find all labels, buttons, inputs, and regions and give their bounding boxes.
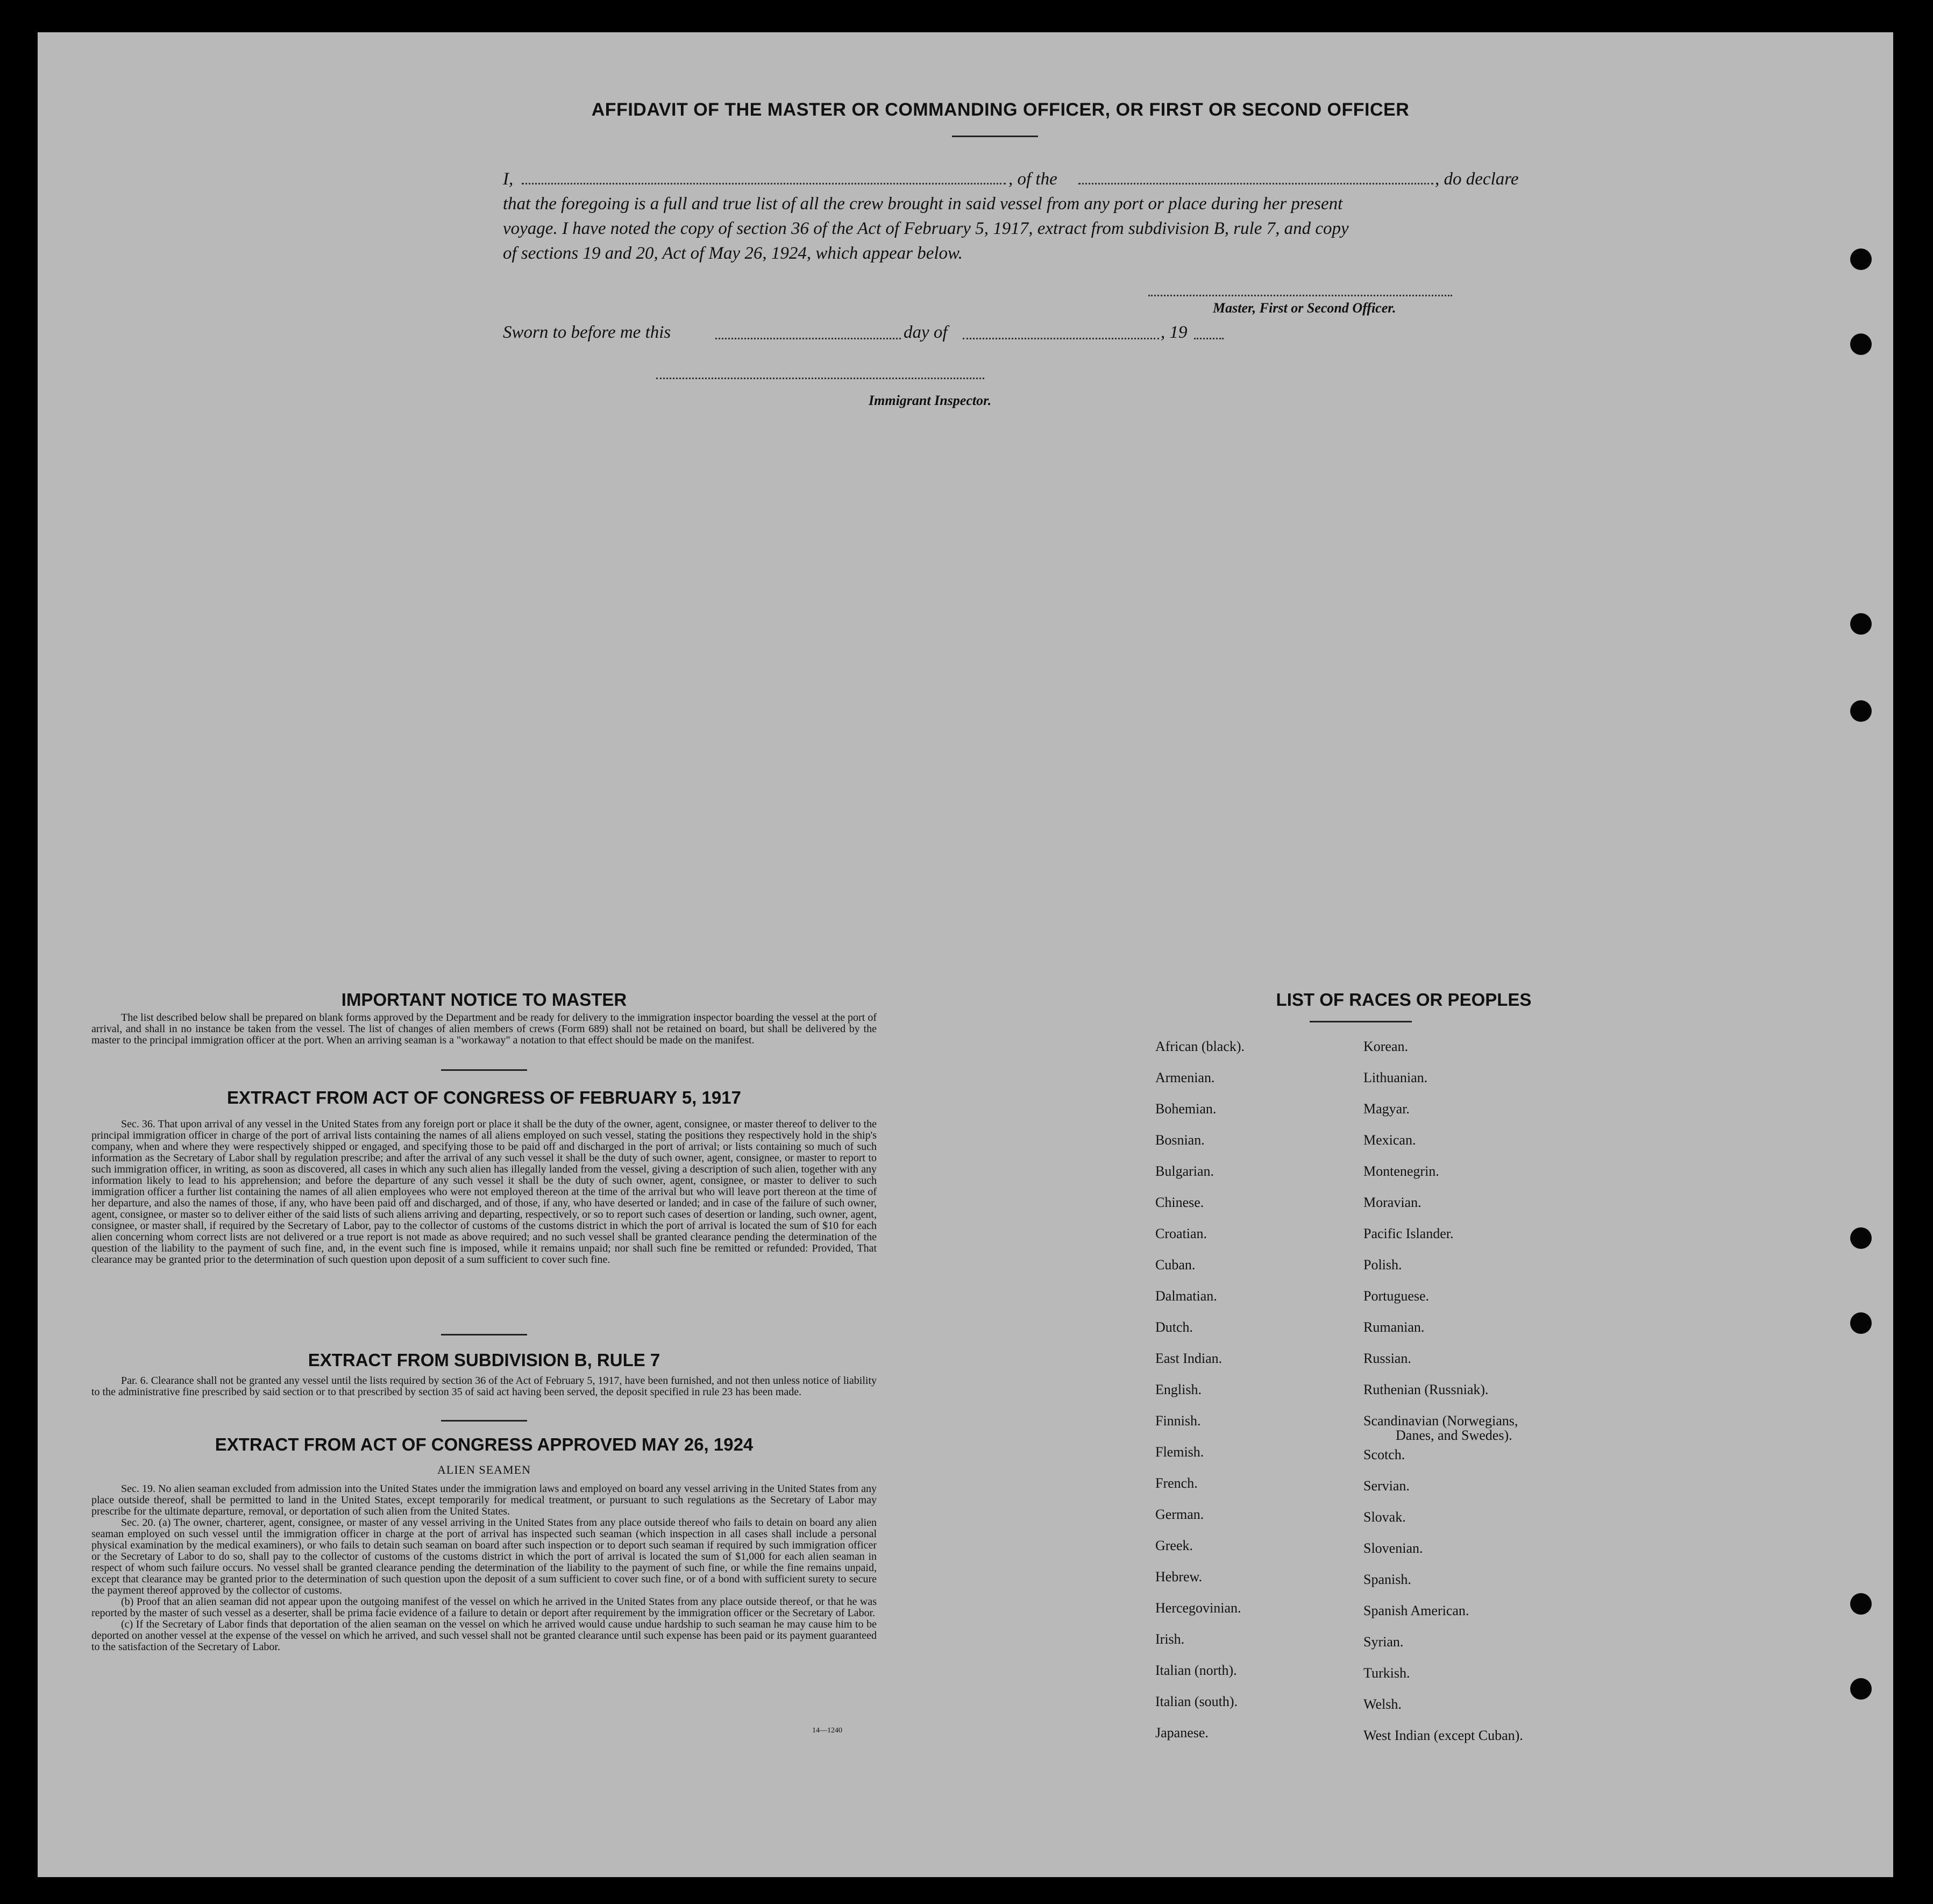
rule7-title: EXTRACT FROM SUBDIVISION B, RULE 7 [308,1350,660,1370]
punch-hole [1850,700,1872,722]
extract-1924-text [91,1483,877,1653]
vessel-name-field[interactable] [1078,183,1433,184]
punch-hole [1850,1593,1872,1615]
race-item: Hebrew. [1155,1569,1203,1585]
bleed-through-marks [1597,409,1877,1753]
race-item: Dutch. [1155,1319,1193,1335]
race-item: West Indian (except Cuban). [1363,1728,1523,1743]
race-item: Bosnian. [1155,1132,1205,1148]
race-item: Spanish. [1363,1572,1411,1587]
section-36-paragraph: Sec. 36. That upon arrival of any vessel in the United States from any foreign port or place it shall be the duty of the owner, agent, consignee, or master thereof to deliver to the principal immigration officer in charge of the port of arrival lists containing the names of all aliens employed on such vessel, stating the positions they respectively hold in the ship's company, when and where they were respectively shipped or engaged, and specifying those to be paid off and discharged in the port of arrival; or lists containing so much of such information as the Secretary of Labor shall by regulation prescribe; and after the arrival of any such vessel it shall be the duty of such owner, agent, consignee, or master to report to such immigration officer, in writing, as soon as discovered, all cases in which any such alien has illegally landed from the vessel, giving a description of such alien, together with any information likely to lead to his apprehension; and before the departure of any such vessel it shall be the duty of such owner, agent, consignee, or master to deliver to such immigration officer a further list containing the names of all alien employees who were not employed thereon at the time of the arrival but who will leave port thereon at the time of her departure, and also the names of those, if any, who have been paid off and discharged, and of those, if any, who have deserted or landed; and in case of the failure of such owner, agent, consignee, or master so to deliver either of the said lists of such aliens arriving and departing, respectively, or so to report such cases of desertion or landing, such owner, agent, consignee, or master shall, if required by the Secretary of Labor, pay to the collector of customs of the customs district in which the port of arrival is located the sum of $10 for each alien concerning whom correct lists are not delivered or a true report is not made as above required; and no such vessel shall be granted clearance pending the determination of the question of the liability to the payment of such fine, and, in the event such fine is imposed, while it remains unpaid; nor shall such fine be remitted or refunded: Provided, That clearance may be granted prior to the determination of such question upon deposit of a sum sufficient to cover such fine. [91,1118,877,1266]
affidavit-line-3: voyage. I have noted the copy of section 36 of the Act of February 5, 1917, extract from subdivision B, rule 7, and copy [503,219,1349,238]
races-title: LIST OF RACES OR PEOPLES [1276,990,1532,1010]
par6-paragraph: Par. 6. Clearance shall not be granted any vessel until the lists required by section 36 of the Act of February 5, 1917, have been furnished, and not then unless notice of liability to the administrative fine prescribed by said section or to that prescribed by section 35 of said act having been served, the deposit specified in rule 23 has been made. [91,1375,877,1398]
race-item: Rumanian. [1363,1319,1425,1335]
race-item: Chinese. [1155,1195,1204,1210]
race-item: Spanish American. [1363,1603,1469,1618]
affidavit-line-4: of sections 19 and 20, Act of May 26, 1924, which appear below. [503,244,963,263]
race-item: Servian. [1363,1478,1410,1494]
race-item: Portuguese. [1363,1288,1430,1304]
race-item: Magyar. [1363,1101,1410,1117]
race-item: Italian (south). [1155,1694,1238,1709]
affidavit-line-2: that the foregoing is a full and true list of all the crew brought in said vessel from any port or place during her present [503,194,1343,214]
race-item: Turkish. [1363,1665,1410,1681]
master-signature-field[interactable] [1148,295,1452,296]
sec20b-paragraph: (b) Proof that an alien seaman did not appear upon the outgoing manifest of the vessel on which he arrived in the United States from any place outside thereof, or that he was reported by the master of such vessel as a deserter, shall be prima facie evidence of a failure to detain or deport after requirement by the immigration officer or the Secretary of Labor. [91,1596,877,1619]
race-item: Irish. [1155,1631,1185,1647]
punch-hole [1850,1678,1872,1700]
affidavit-title: AFFIDAVIT OF THE MASTER OR COMMANDING OFFICER, OR FIRST OR SECOND OFFICER [591,100,1410,120]
affidavit-of-the-label: , of the [1008,169,1057,189]
affidavit-title-rule [952,136,1038,137]
sworn-date-field[interactable] [715,338,901,339]
race-item: Welsh. [1363,1696,1402,1712]
race-item: French. [1155,1475,1198,1491]
punch-hole [1850,1227,1872,1249]
form-number: 14—1240 [812,1727,842,1735]
race-item: Russian. [1363,1351,1411,1366]
race-item: Ruthenian (Russniak). [1363,1382,1489,1397]
race-item: Danes, and Swedes). [1396,1427,1512,1443]
sworn-year-field[interactable] [1194,338,1224,339]
notice-title: IMPORTANT NOTICE TO MASTER [341,990,627,1010]
race-item: Armenian. [1155,1070,1215,1085]
race-item: Dalmatian. [1155,1288,1217,1304]
year-label: , 19 [1161,323,1188,342]
sec20a-paragraph: Sec. 20. (a) The owner, charterer, agent, consignee, or master of any vessel arriving in the United States from any place outside thereof who fails to detain on board any alien seaman employed on such vessel until the immigration officer in charge at the port of arrival has inspected such seaman (which inspection in all cases shall include a personal physical examination by the medical examiners), or who fails to detain such seaman on board after such inspection or to deport such seaman if required by such immigration officer or the Secretary of Labor to do so, shall pay to the collector of customs of the customs district in which the port of arrival is located the sum of $1,000 for each alien seaman in respect of whom such failure occurs. No vessel shall be granted clearance pending the determination of the liability to the payment of such fine, or while the fine remains unpaid, except that clearance may be granted prior to the determination of such question upon the deposit of a sum sufficient to cover such fine, or of a bond with sufficient surety to secure the payment thereof approved by the collector of customs. [91,1517,877,1596]
race-item: Hercegovinian. [1155,1600,1241,1616]
sec19-paragraph: Sec. 19. No alien seaman excluded from admission into the United States under the immigration laws and employed on board any vessel arriving in the United States from any place outside thereof, shall be permitted to land in the United States, except temporarily for medical treatment, or pursuant to such regulations as the Secretary of Labor may prescribe for the ultimate departure, removal, or deportation of such alien from the United States. [91,1483,877,1517]
notice-text [91,1012,877,1046]
notice-paragraph: The list described below shall be prepared on blank forms approved by the Department and be ready for delivery to the immigration inspector boarding the vessel at the port of arrival, and shall in no instance be taken from the vessel. The list of changes of alien members of crews (Form 689) shall not be retained on board, but shall be delivered by the master to the principal immigration officer at the port. When an arriving seaman is a "workaway" a notation to that effect should be made on the manifest. [91,1012,877,1046]
race-item: Korean. [1363,1039,1409,1054]
race-item: Greek. [1155,1538,1193,1553]
race-item: Syrian. [1363,1634,1404,1650]
race-item: Finnish. [1155,1413,1201,1429]
affidavit-declare-label: , do declare [1435,169,1519,189]
punch-hole [1850,613,1872,635]
day-of-label: day of [904,323,948,342]
race-item: Bulgarian. [1155,1163,1214,1179]
rule7-rule [441,1420,527,1422]
race-item: Lithuanian. [1363,1070,1428,1085]
sec20c-paragraph: (c) If the Secretary of Labor finds that deportation of the alien seaman on the vessel on which he arrived would cause undue hardship to such seaman he may cause him to be deported on another vessel at the expense of the vessel on which he arrived, and such vessel shall not be granted clearance until such expense has been paid or its payment guaranteed to the satisfaction of the Secretary of Labor. [91,1618,877,1653]
race-item: Mexican. [1363,1132,1416,1148]
race-item: Slovenian. [1363,1540,1423,1556]
race-item: Scandinavian (Norwegians, [1363,1413,1518,1429]
document-page [38,32,1893,1877]
extract-1917-title: EXTRACT FROM ACT OF CONGRESS OF FEBRUARY 5, 1917 [227,1088,741,1107]
race-item: Croatian. [1155,1226,1207,1241]
affidavit-i-label: I, [503,169,514,189]
sworn-label: Sworn to before me this [503,323,671,342]
race-item: Italian (north). [1155,1663,1237,1678]
extract-1917-rule [441,1334,527,1335]
race-item: Montenegrin. [1363,1163,1439,1179]
race-item: Bohemian. [1155,1101,1217,1117]
extract-1924-title: EXTRACT FROM ACT OF CONGRESS APPROVED MAY 26, 1924 [215,1434,754,1454]
extract-1917-text [91,1119,877,1266]
punch-hole [1850,333,1872,355]
sworn-month-field[interactable] [963,338,1159,339]
inspector-signature-field[interactable] [656,378,984,379]
races-title-rule [1310,1021,1412,1022]
extract-1924-subtitle: ALIEN SEAMEN [437,1463,531,1476]
inspector-caption: Immigrant Inspector. [869,393,992,408]
race-item: Moravian. [1363,1195,1422,1210]
race-item: Scotch. [1363,1447,1405,1462]
race-item: East Indian. [1155,1351,1223,1366]
notice-rule [441,1069,527,1071]
race-item: English. [1155,1382,1202,1397]
declarant-name-field[interactable] [522,183,1006,184]
race-item: Flemish. [1155,1444,1204,1460]
race-item: Polish. [1363,1257,1402,1273]
race-item: African (black). [1155,1039,1245,1054]
race-item: Japanese. [1155,1725,1209,1740]
rule7-text [91,1375,877,1398]
race-item: Pacific Islander. [1363,1226,1454,1241]
race-item: Slovak. [1363,1509,1406,1525]
master-signature-caption: Master, First or Second Officer. [1213,300,1396,316]
punch-hole [1850,1312,1872,1334]
punch-hole [1850,248,1872,270]
race-item: Cuban. [1155,1257,1196,1273]
race-item: German. [1155,1507,1204,1522]
